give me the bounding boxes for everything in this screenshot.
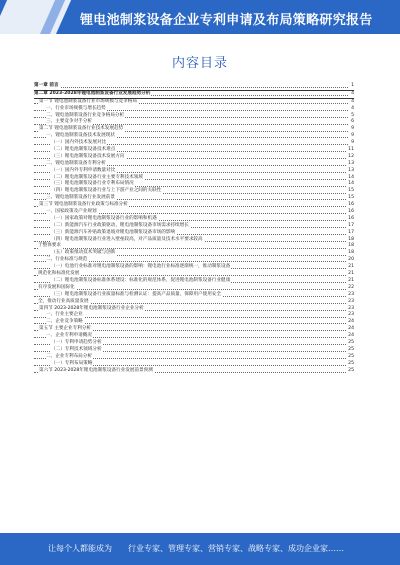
toc-entry-label: 三、主要竞争对手分析 — [46, 119, 92, 125]
toc-entry-page: 23 — [348, 298, 354, 304]
toc-entry-page: 25 — [348, 367, 354, 373]
toc-entry[interactable] — [34, 154, 354, 161]
toc-entry[interactable] — [34, 361, 354, 368]
toc-entry-label: 二、企业专利布局分析 — [46, 353, 92, 359]
toc-entry-page: 25 — [348, 360, 354, 366]
toc-entry-label: （一）国内外专利申请数量对比 — [51, 167, 116, 173]
toc-entry[interactable] — [34, 237, 354, 244]
toc-entry[interactable] — [34, 209, 354, 216]
toc-entry[interactable] — [34, 264, 354, 271]
toc-entry-label: （二）锂电池制浆设备技术难点 — [51, 147, 116, 153]
toc-entry-page: 4 — [351, 90, 354, 96]
toc-entry-label: （三）锂电池制浆设备行业质量标准与检测认证：提高产品质量，保障用户使用安全 — [51, 291, 221, 297]
toc-entry-label: （四）锂电池制浆设备行业进入壁垒较高，对产品质量及技术水平要求较高 — [51, 236, 203, 242]
table-of-contents — [34, 83, 354, 374]
toc-entry-page: 15 — [348, 188, 354, 194]
toc-entry-label: （二）新能源汽车行业政策驱动，锂电池制浆设备市场需求持续增长 — [51, 222, 189, 228]
toc-entry[interactable] — [34, 271, 354, 278]
toc-entry[interactable] — [34, 147, 354, 154]
toc-entry-label: （三）锂电池制浆设备行业专利布局情况 — [51, 181, 134, 187]
toc-entry-page: 17 — [348, 229, 354, 235]
toc-entry-label: （一）国内外技术发展对比 — [51, 140, 107, 146]
toc-entry-page: 14 — [348, 181, 354, 187]
toc-entry-page: 24 — [348, 333, 354, 339]
toc-entry-label: （三）锂电池制浆设备技术发展方向 — [51, 153, 125, 159]
toc-entry-label: 第五节 主要企业专利分析 — [39, 326, 91, 332]
toc-entry-page: 16 — [348, 209, 354, 215]
toc-entry-page: 21 — [348, 271, 354, 277]
toc-entry-page: 17 — [348, 222, 354, 228]
toc-entry-page: 13 — [348, 160, 354, 166]
toc-entry[interactable] — [34, 333, 354, 340]
toc-heading: 内容目录 — [171, 56, 228, 71]
toc-entry-label: 一、行业市场规模与增长趋势 — [46, 105, 106, 111]
toc-entry-label: 第四节 2023-2028年锂电池制浆设备行业企业分析 — [39, 305, 144, 311]
toc-entry-label: 第三节 锂电池制浆设备行业政策与标准分析 — [39, 202, 128, 208]
toc-entry-page: 20 — [348, 257, 354, 263]
toc-entry-label: 一、企业专利申请概况 — [46, 333, 92, 339]
toc-entry-label: 全，推动行业高质量发展 — [38, 298, 89, 304]
toc-entry[interactable] — [34, 83, 354, 91]
toc-entry-page: 14 — [348, 174, 354, 180]
toc-entry-page: 25 — [348, 353, 354, 359]
toc-entry-label: 第一章 前言 — [34, 83, 59, 88]
toc-entry-label: 一、锂电池制浆设备技术发展现状 — [46, 133, 115, 139]
toc-leader-dots — [34, 289, 348, 290]
toc-entry-page: 16 — [348, 202, 354, 208]
toc-entry-page: 18 — [348, 243, 354, 249]
toc-leader-dots — [34, 248, 348, 249]
toc-entry-label: 有序发展和国际化 — [38, 284, 75, 290]
toc-entry-page: 25 — [348, 339, 354, 345]
toc-entry-label: （一）电池行业标准对锂电池制浆设备的影响：锂电池行业标准逐渐统一，推动制浆设备 — [51, 264, 231, 270]
toc-entry[interactable] — [34, 368, 354, 375]
toc-entry-label: 二、锂电池制浆设备专利分析 — [46, 160, 106, 166]
toc-entry[interactable] — [34, 99, 354, 106]
toc-entry-label: （三）新能源汽车补贴政策退坡对锂电池制浆设备市场的影响 — [51, 229, 176, 235]
toc-entry[interactable] — [34, 292, 354, 299]
toc-entry-page: 24 — [348, 326, 354, 332]
toc-entry-label: （四）锂电池制浆设备行业与上下游产业之间的关联性 — [51, 188, 162, 194]
toc-entry-label: 二、锂电池制浆设备行业竞争格局分析 — [46, 112, 125, 118]
toc-entry-page: 4 — [351, 98, 354, 104]
toc-entry-page: 21 — [348, 264, 354, 270]
toc-entry-label: 规范化和标准化发展 — [38, 271, 80, 277]
toc-entry-label: （一）专利申请趋势分析 — [51, 339, 102, 345]
toc-entry-label: 第二节 锂电池制浆设备行业技术发展趋势 — [39, 126, 124, 132]
toc-entry[interactable] — [34, 216, 354, 223]
toc-entry-page: 18 — [348, 236, 354, 242]
toc-entry-page: 9 — [351, 133, 354, 139]
toc-entry[interactable] — [34, 106, 354, 113]
toc-entry-page: 4 — [351, 105, 354, 111]
toc-entry[interactable] — [34, 202, 354, 209]
toc-entry[interactable] — [34, 140, 354, 147]
toc-entry-label: 三、锂电池制浆设备行业发展前景 — [46, 195, 115, 201]
toc-entry-label: 二、企业竞争策略 — [46, 319, 83, 325]
toc-entry[interactable] — [34, 91, 354, 99]
report-title: 锂电池制浆设备企业专利申请及布局策略研究报告 — [80, 13, 373, 28]
toc-entry-page: 18 — [348, 250, 354, 256]
toc-entry[interactable] — [34, 161, 354, 168]
toc-leader-dots — [34, 275, 348, 276]
toc-entry-label: 第二章 2023-2028年锂电池制浆设备行业发展趋势分析 — [34, 90, 151, 96]
toc-entry-page: 24 — [348, 319, 354, 325]
footer-slogan-left: 让每个人都能成为 — [48, 544, 112, 553]
toc-entry-label: （二）锂电池制浆设备标准体系建设：标准化的规范体系，促进锂电池制浆设备行业健康 — [51, 277, 231, 283]
toc-entry-page: 22 — [348, 284, 354, 290]
toc-entry[interactable] — [34, 223, 354, 230]
toc-entry-page: 25 — [348, 346, 354, 352]
toc-entry-page: 16 — [348, 215, 354, 221]
toc-entry-label: （二）锂电池制浆设备行业主要专利技术领域 — [51, 174, 143, 180]
toc-entry[interactable] — [34, 354, 354, 361]
toc-entry-label: （二）专利技术领域分析 — [51, 346, 102, 352]
toc-entry-label: 于整体要求 — [38, 243, 61, 249]
toc-entry-page: 12 — [348, 153, 354, 159]
toc-entry-page: 23 — [348, 312, 354, 318]
toc-entry-page: 5 — [351, 112, 354, 118]
toc-entry-page: 23 — [348, 305, 354, 311]
toc-entry[interactable] — [34, 230, 354, 237]
toc-entry-page: 21 — [348, 277, 354, 283]
toc-entry-page: 6 — [351, 119, 354, 125]
toc-entry-label: 一、国家政策及产业规划 — [46, 209, 97, 215]
toc-entry-page: 11 — [348, 147, 354, 153]
toc-entry-label: 一、行业主要企业 — [46, 312, 83, 318]
footer-slogan-right: 行业专家、管理专家、营销专家、战略专家、成功企业家…… — [128, 544, 344, 553]
toc-entry-page: 13 — [348, 167, 354, 173]
toc-entry[interactable] — [34, 340, 354, 347]
toc-entry-label: 第一节 锂电池制浆设备行业市场规模与竞争格局 — [39, 98, 137, 104]
toc-entry[interactable] — [34, 168, 354, 175]
toc-entry-page: 9 — [351, 126, 354, 132]
toc-leader-dots — [34, 87, 348, 88]
toc-entry[interactable] — [34, 285, 354, 292]
toc-entry-label: 第六节 2023-2028年锂电池制浆设备行业发展前景预测 — [39, 367, 153, 373]
toc-entry[interactable] — [34, 278, 354, 285]
toc-entry-label: 二、行业标准与规范 — [46, 257, 88, 263]
toc-entry-page: 15 — [348, 195, 354, 201]
toc-entry[interactable] — [34, 347, 354, 354]
report-footer — [0, 533, 400, 565]
toc-entry-page: 1 — [351, 83, 354, 88]
toc-entry[interactable] — [34, 299, 354, 306]
toc-entry-page: 9 — [351, 140, 354, 146]
toc-entry-page: 23 — [348, 291, 354, 297]
toc-entry-label: （一）专利布局策略 — [51, 360, 93, 366]
report-header — [0, 0, 400, 34]
toc-entry-label: （五）政策推动技术突破与创新 — [51, 250, 116, 256]
toc-entry-label: （一）国家政策对锂电池制浆设备行业的影响和机遇 — [51, 215, 157, 221]
